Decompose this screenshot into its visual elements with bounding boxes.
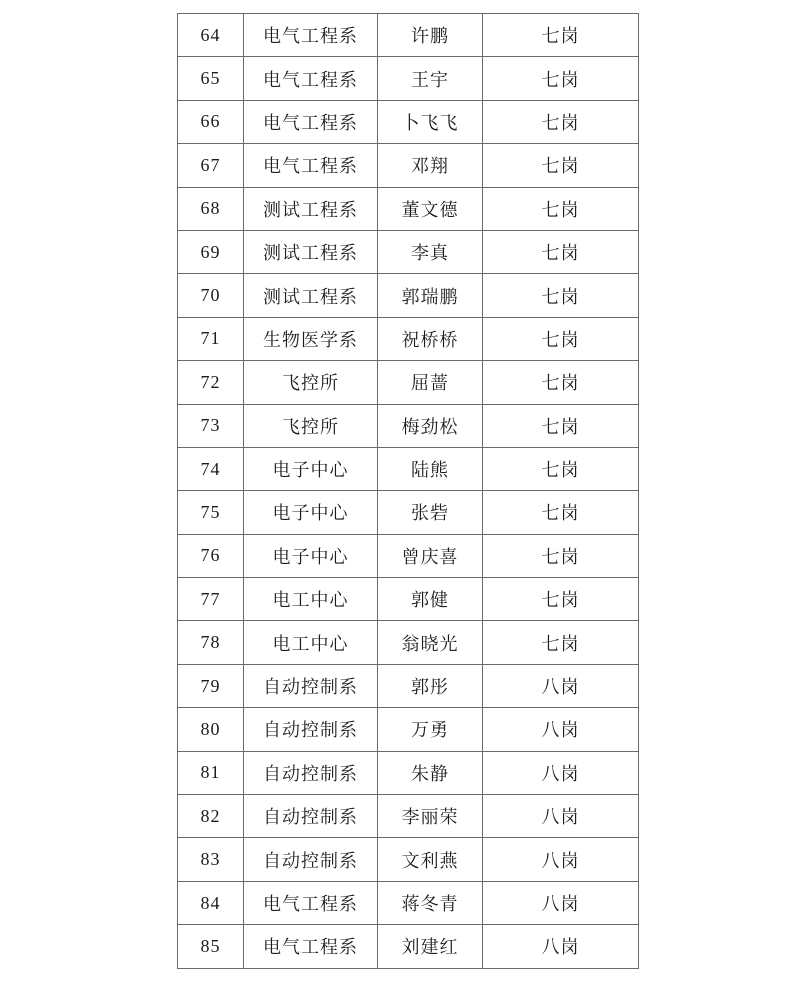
cell-department: 电气工程系: [244, 14, 378, 57]
cell-department: 电工中心: [244, 621, 378, 664]
cell-name: 郭瑞鹏: [378, 274, 483, 317]
cell-number: 75: [178, 491, 244, 534]
cell-grade: 八岗: [483, 838, 639, 881]
cell-name: 翁晓光: [378, 621, 483, 664]
table-row: [178, 664, 639, 707]
roster-table-body: [178, 14, 639, 969]
cell-department: 电子中心: [244, 534, 378, 577]
cell-name: 郭健: [378, 578, 483, 621]
cell-number: 67: [178, 144, 244, 187]
cell-grade: 八岗: [483, 925, 639, 968]
cell-department: 飞控所: [244, 361, 378, 404]
cell-department: 飞控所: [244, 404, 378, 447]
table-row: [178, 708, 639, 751]
cell-name: 郭彤: [378, 664, 483, 707]
cell-number: 68: [178, 187, 244, 230]
cell-department: 自动控制系: [244, 664, 378, 707]
cell-number: 69: [178, 230, 244, 273]
cell-name: 张砦: [378, 491, 483, 534]
cell-number: 77: [178, 578, 244, 621]
cell-name: 刘建红: [378, 925, 483, 968]
table-row: [178, 230, 639, 273]
table-row: [178, 751, 639, 794]
cell-grade: 七岗: [483, 317, 639, 360]
cell-name: 李丽荣: [378, 795, 483, 838]
cell-name: 屈蔷: [378, 361, 483, 404]
cell-number: 79: [178, 664, 244, 707]
cell-grade: 七岗: [483, 447, 639, 490]
personnel-roster-table: [177, 13, 639, 969]
cell-number: 64: [178, 14, 244, 57]
cell-name: 王宇: [378, 57, 483, 100]
table-row: [178, 187, 639, 230]
cell-number: 71: [178, 317, 244, 360]
cell-number: 74: [178, 447, 244, 490]
table-row: [178, 274, 639, 317]
cell-number: 72: [178, 361, 244, 404]
cell-grade: 七岗: [483, 491, 639, 534]
cell-name: 祝桥桥: [378, 317, 483, 360]
cell-number: 78: [178, 621, 244, 664]
table-row: [178, 317, 639, 360]
cell-number: 70: [178, 274, 244, 317]
cell-department: 自动控制系: [244, 708, 378, 751]
cell-grade: 七岗: [483, 100, 639, 143]
cell-department: 测试工程系: [244, 187, 378, 230]
cell-grade: 七岗: [483, 621, 639, 664]
cell-number: 80: [178, 708, 244, 751]
cell-name: 梅劲松: [378, 404, 483, 447]
cell-name: 万勇: [378, 708, 483, 751]
cell-name: 朱静: [378, 751, 483, 794]
cell-number: 66: [178, 100, 244, 143]
cell-name: 邓翔: [378, 144, 483, 187]
table-row: [178, 621, 639, 664]
cell-grade: 七岗: [483, 230, 639, 273]
table-row: [178, 881, 639, 924]
table-row: [178, 838, 639, 881]
cell-grade: 八岗: [483, 751, 639, 794]
cell-grade: 八岗: [483, 795, 639, 838]
table-row: [178, 57, 639, 100]
table-row: [178, 404, 639, 447]
cell-number: 85: [178, 925, 244, 968]
table-row: [178, 795, 639, 838]
cell-grade: 七岗: [483, 14, 639, 57]
cell-department: 电气工程系: [244, 881, 378, 924]
cell-number: 76: [178, 534, 244, 577]
cell-department: 电气工程系: [244, 57, 378, 100]
table-row: [178, 361, 639, 404]
cell-number: 81: [178, 751, 244, 794]
cell-department: 电工中心: [244, 578, 378, 621]
cell-name: 卜飞飞: [378, 100, 483, 143]
cell-department: 自动控制系: [244, 751, 378, 794]
cell-department: 测试工程系: [244, 274, 378, 317]
table-row: [178, 578, 639, 621]
cell-grade: 七岗: [483, 578, 639, 621]
table-row: [178, 447, 639, 490]
table-row: [178, 100, 639, 143]
cell-grade: 七岗: [483, 144, 639, 187]
cell-department: 电气工程系: [244, 100, 378, 143]
table-row: [178, 925, 639, 968]
cell-grade: 七岗: [483, 361, 639, 404]
cell-name: 陆熊: [378, 447, 483, 490]
cell-grade: 八岗: [483, 708, 639, 751]
cell-grade: 七岗: [483, 534, 639, 577]
table-row: [178, 144, 639, 187]
cell-grade: 七岗: [483, 404, 639, 447]
cell-number: 82: [178, 795, 244, 838]
cell-name: 董文德: [378, 187, 483, 230]
cell-number: 84: [178, 881, 244, 924]
table-row: [178, 534, 639, 577]
cell-name: 许鹏: [378, 14, 483, 57]
cell-number: 73: [178, 404, 244, 447]
cell-number: 83: [178, 838, 244, 881]
cell-grade: 八岗: [483, 664, 639, 707]
cell-department: 自动控制系: [244, 795, 378, 838]
table-row: [178, 14, 639, 57]
cell-grade: 七岗: [483, 187, 639, 230]
cell-name: 曾庆喜: [378, 534, 483, 577]
table-row: [178, 491, 639, 534]
cell-department: 电子中心: [244, 447, 378, 490]
cell-department: 电气工程系: [244, 144, 378, 187]
cell-department: 生物医学系: [244, 317, 378, 360]
cell-department: 自动控制系: [244, 838, 378, 881]
cell-number: 65: [178, 57, 244, 100]
cell-department: 测试工程系: [244, 230, 378, 273]
cell-name: 文利燕: [378, 838, 483, 881]
cell-name: 蒋冬青: [378, 881, 483, 924]
cell-grade: 七岗: [483, 57, 639, 100]
cell-department: 电子中心: [244, 491, 378, 534]
cell-name: 李真: [378, 230, 483, 273]
cell-grade: 八岗: [483, 881, 639, 924]
cell-grade: 七岗: [483, 274, 639, 317]
cell-department: 电气工程系: [244, 925, 378, 968]
